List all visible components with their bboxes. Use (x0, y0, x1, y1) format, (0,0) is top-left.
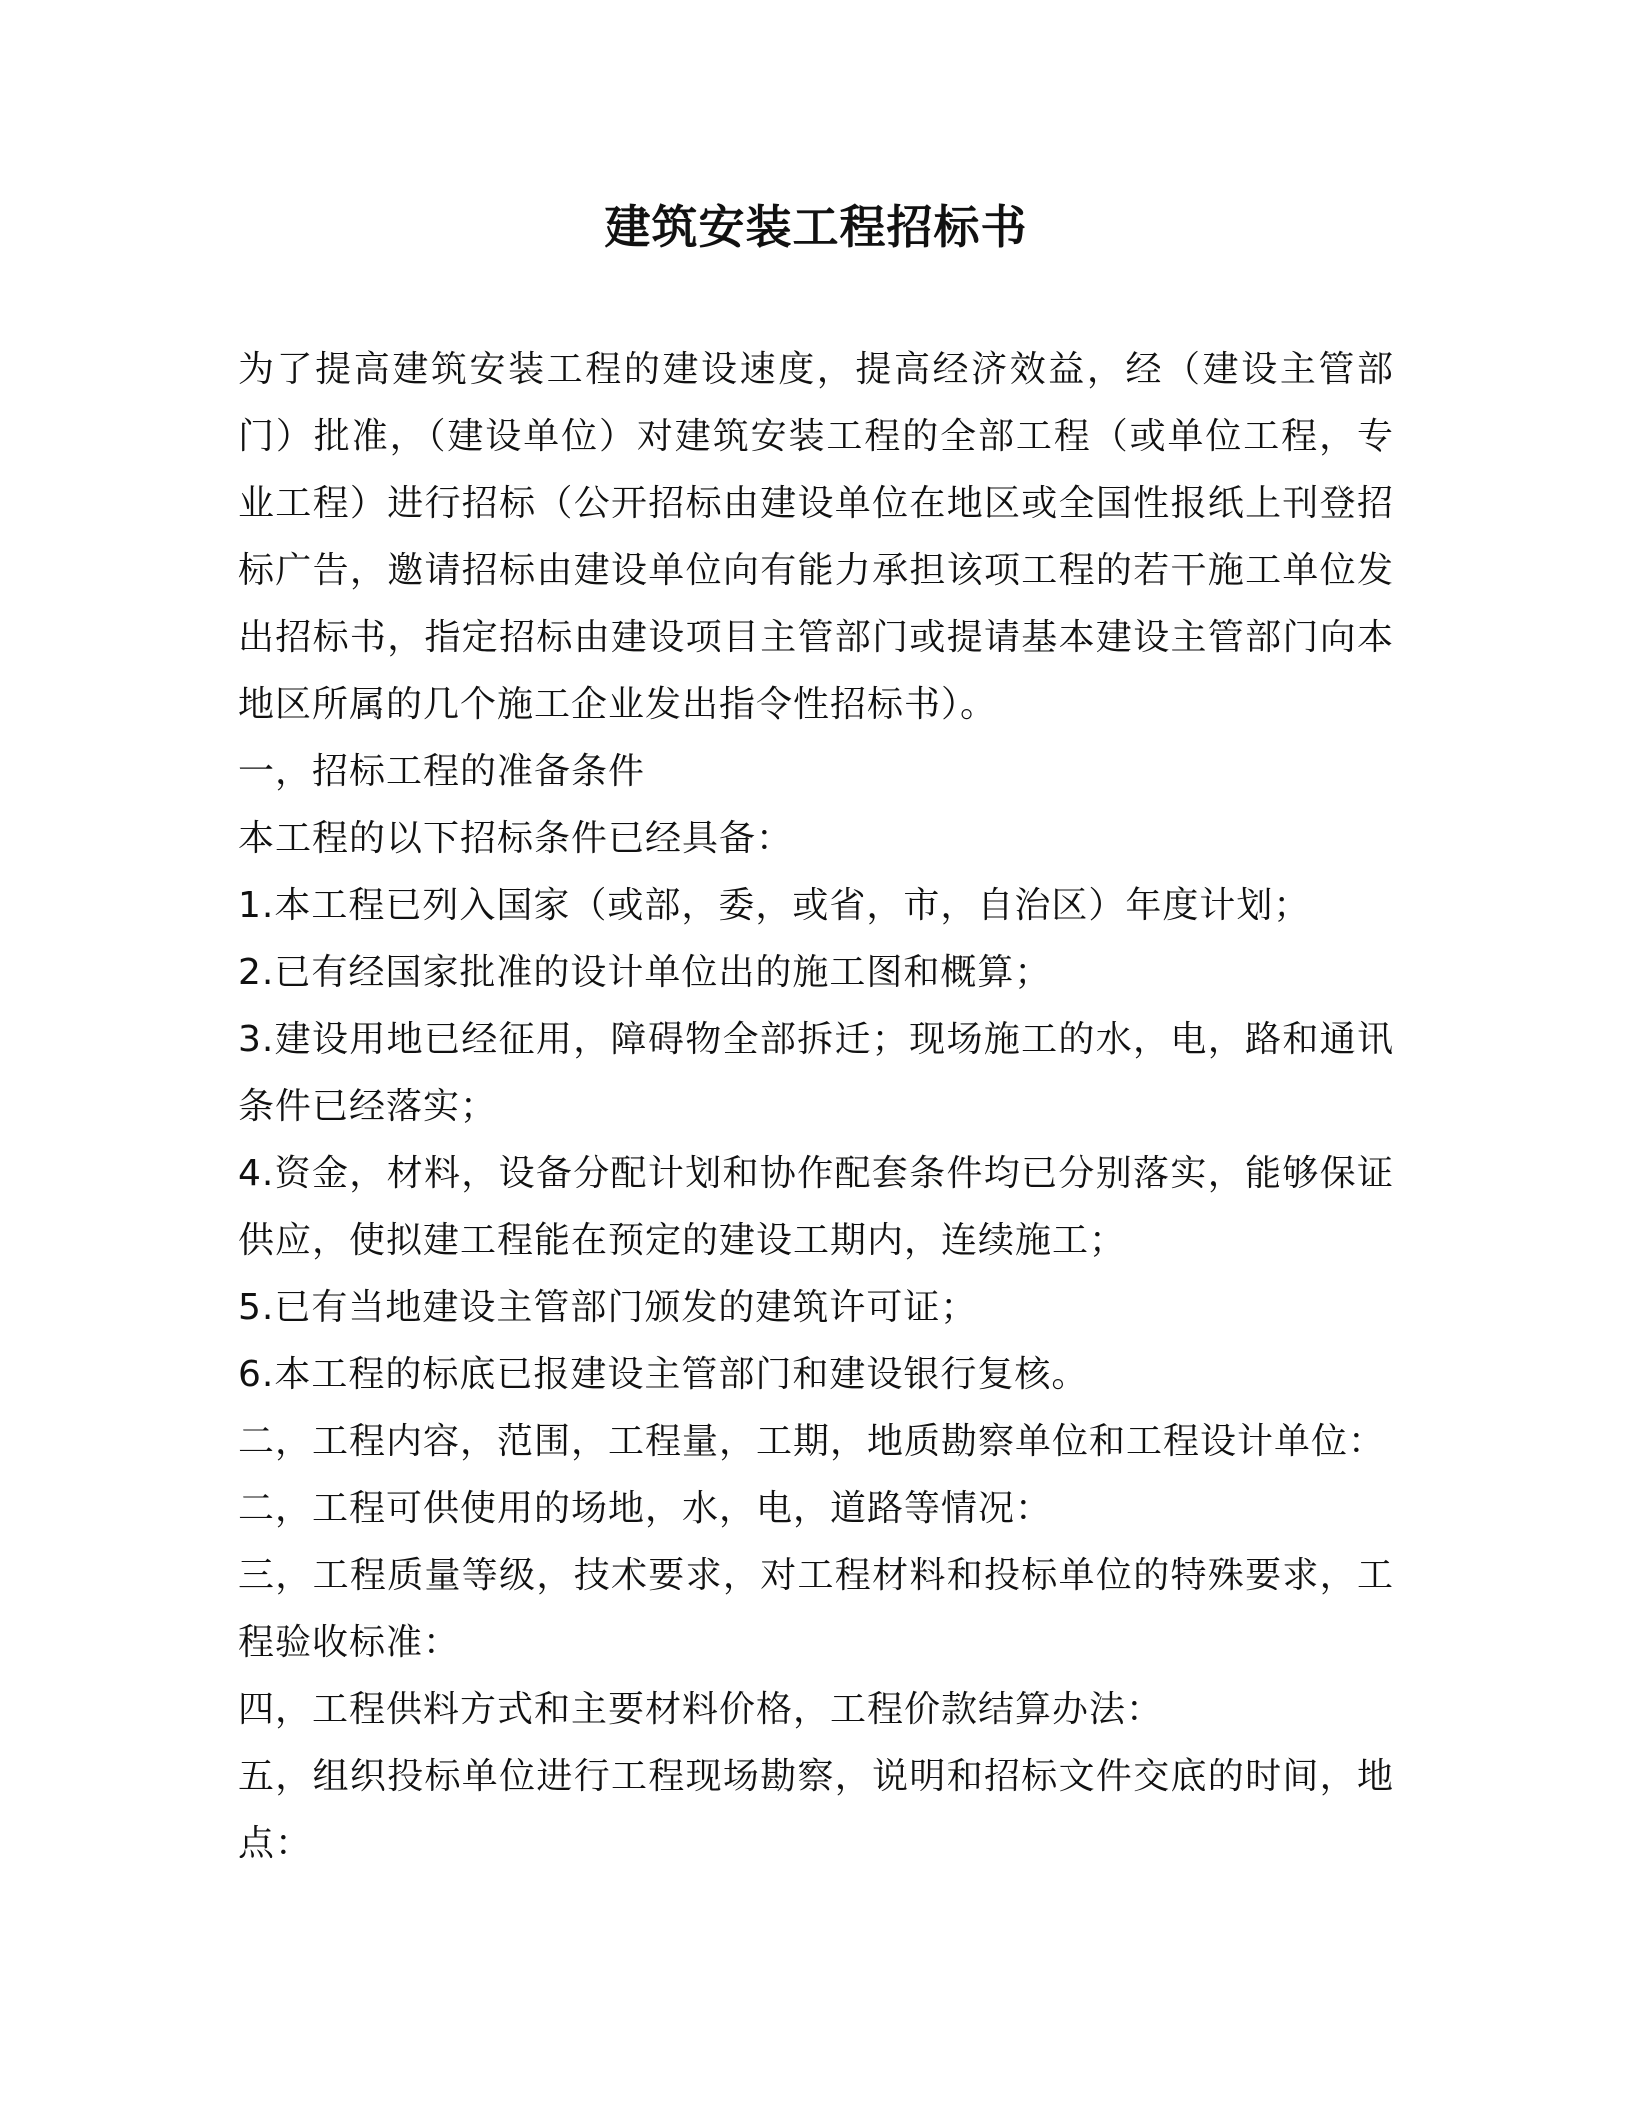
list-item-2: 2.已有经国家批准的设计单位出的施工图和概算； (238, 952, 1052, 993)
section-heading-scope: 二，工程内容，范围，工程量，工期，地质勘察单位和工程设计单位： (238, 1421, 1386, 1462)
section-heading-preparation: 一，招标工程的准备条件 (238, 751, 646, 792)
section-heading-quality: 三，工程质量等级，技术要求，对工程材料和投标单位的特殊要求，工程验收标准： (238, 1555, 1394, 1663)
document-title: 建筑安装工程招标书 (604, 200, 1028, 254)
list-item-3: 3.建设用地已经征用，障碍物全部拆迁；现场施工的水，电，路和通讯条件已经落实； (238, 1019, 1394, 1127)
section-heading-survey: 五，组织投标单位进行工程现场勘察，说明和招标文件交底的时间，地点： (238, 1756, 1394, 1864)
paragraph-conditions-intro: 本工程的以下招标条件已经具备： (238, 818, 794, 859)
section-heading-materials: 四，工程供料方式和主要材料价格，工程价款结算办法： (238, 1689, 1164, 1730)
section-heading-site: 二，工程可供使用的场地，水，电，道路等情况： (238, 1488, 1053, 1529)
list-item-6: 6.本工程的标底已报建设主管部门和建设银行复核。 (238, 1354, 1089, 1395)
document-body (238, 336, 1394, 1877)
list-item-5: 5.已有当地建设主管部门颁发的建筑许可证； (238, 1287, 978, 1328)
list-item-4: 4.资金，材料，设备分配计划和协作配套条件均已分别落实，能够保证供应，使拟建工程能在预定的建设工期内，连续施工； (238, 1153, 1394, 1261)
intro-paragraph: 为了提高建筑安装工程的建设速度，提高经济效益，经（建设主管部门）批准，（建设单位）对建筑安装工程的全部工程（或单位工程，专业工程）进行招标（公开招标由建设单位在地区或全国性报纸上刊登招标广告，邀请招标由建设单位向有能力承担该项工程的若干施工单位发出招标书，指定招标由建设项目主管部门或提请基本建设主管部门向本地区所属的几个施工企业发出指令性招标书）。 (238, 349, 1394, 725)
list-item-1: 1.本工程已列入国家（或部，委，或省，市，自治区）年度计划； (238, 885, 1311, 926)
